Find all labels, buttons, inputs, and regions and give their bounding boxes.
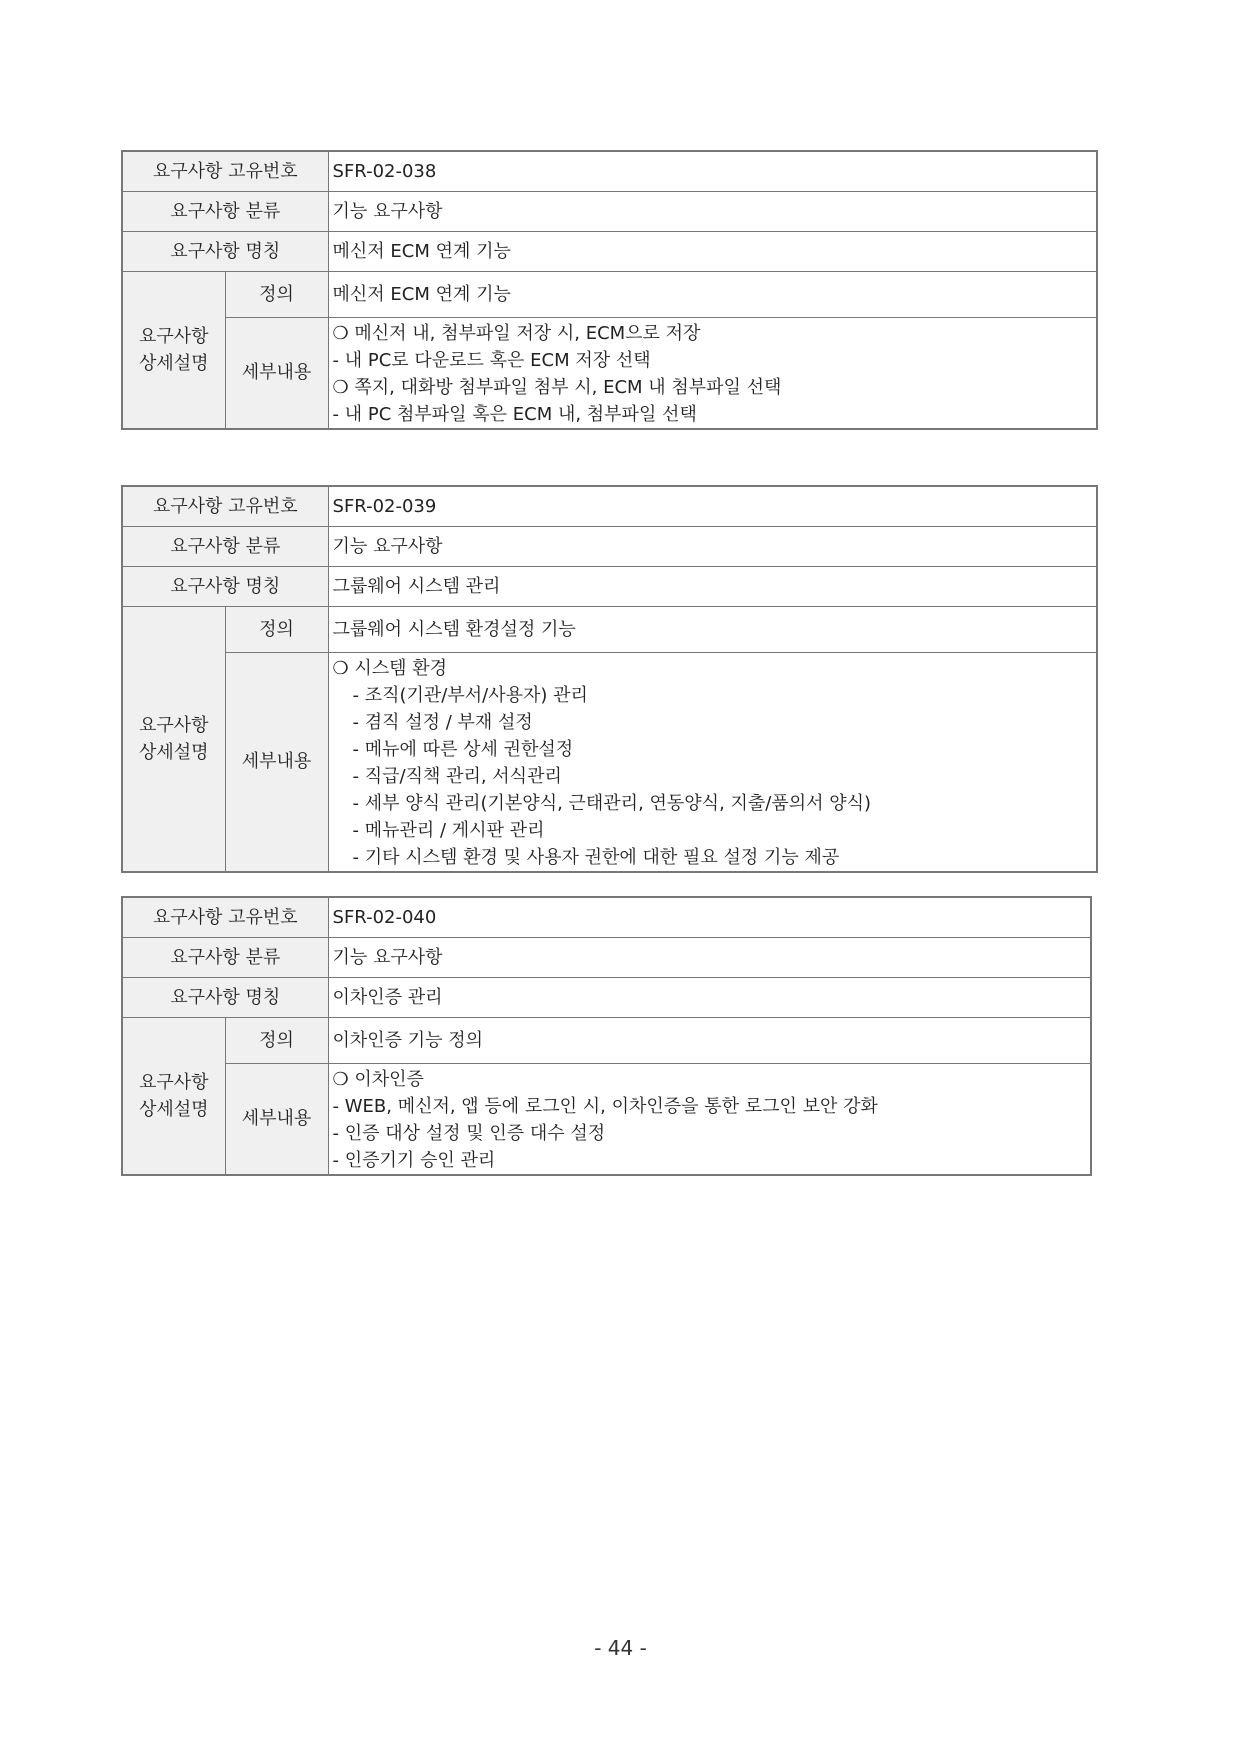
content-line: - 직급/직책 관리, 서식관리 <box>352 765 562 787</box>
content-line: - 메뉴관리 / 게시판 관리 <box>352 819 545 841</box>
definition-value: 그룹웨어 시스템 환경설정 기능 <box>328 606 1097 652</box>
definition-value: 이차인증 기능 정의 <box>328 1017 1091 1063</box>
detail-label-line-1: 요구사항 <box>138 325 209 347</box>
content-line: - 내 PC 첨부파일 혹은 ECM 내, 첨부파일 선택 <box>332 403 697 425</box>
definition-label: 정의 <box>225 1017 328 1063</box>
detail-label <box>122 271 225 429</box>
detail-label-line-2: 상세설명 <box>138 741 209 763</box>
detail-label-line-2: 상세설명 <box>138 1098 209 1120</box>
name-label: 요구사항 명칭 <box>122 977 328 1017</box>
name-label: 요구사항 명칭 <box>122 566 328 606</box>
content-line: - 메뉴에 따른 상세 권한설정 <box>352 738 574 760</box>
class-label: 요구사항 분류 <box>122 191 328 231</box>
name-value: 이차인증 관리 <box>328 977 1091 1017</box>
content-line: - 조직(기관/부서/사용자) 관리 <box>352 684 588 706</box>
id-label: 요구사항 고유번호 <box>122 151 328 191</box>
content-line: ❍ 이차인증 <box>332 1068 424 1090</box>
page-number: - 44 - <box>594 1636 647 1660</box>
detail-label-line-2: 상세설명 <box>138 352 209 374</box>
name-value: 메신저 ECM 연계 기능 <box>328 231 1097 271</box>
detail-label-line-1: 요구사항 <box>138 1071 209 1093</box>
requirement-table-sfr-02-040 <box>121 896 1092 1176</box>
content-line: ❍ 메신저 내, 첨부파일 저장 시, ECM으로 저장 <box>332 322 701 344</box>
id-value: SFR-02-040 <box>328 897 1091 937</box>
content-line: - WEB, 메신저, 앱 등에 로그인 시, 이차인증을 통한 로그인 보안 강화 <box>332 1095 878 1117</box>
class-label: 요구사항 분류 <box>122 937 328 977</box>
id-label: 요구사항 고유번호 <box>122 486 328 526</box>
content-line: ❍ 쪽지, 대화방 첨부파일 첨부 시, ECM 내 첨부파일 선택 <box>332 376 782 398</box>
content-label: 세부내용 <box>225 652 328 872</box>
class-label: 요구사항 분류 <box>122 526 328 566</box>
content-line: - 인증기기 승인 관리 <box>332 1149 496 1171</box>
content-value <box>328 652 1097 872</box>
content-line: - 내 PC로 다운로드 혹은 ECM 저장 선택 <box>332 349 651 371</box>
content-value <box>328 1063 1091 1175</box>
content-value <box>328 317 1097 429</box>
id-label: 요구사항 고유번호 <box>122 897 328 937</box>
requirement-table-sfr-02-038 <box>121 150 1098 430</box>
content-line: ❍ 시스템 환경 <box>332 657 448 679</box>
definition-label: 정의 <box>225 606 328 652</box>
detail-label-line-1: 요구사항 <box>138 714 209 736</box>
id-value: SFR-02-038 <box>328 151 1097 191</box>
definition-label: 정의 <box>225 271 328 317</box>
content-line: - 기타 시스템 환경 및 사용자 권한에 대한 필요 설정 기능 제공 <box>352 846 840 868</box>
detail-label <box>122 606 225 872</box>
name-value: 그룹웨어 시스템 관리 <box>328 566 1097 606</box>
content-line: - 겸직 설정 / 부재 설정 <box>352 711 533 733</box>
content-label: 세부내용 <box>225 317 328 429</box>
definition-value: 메신저 ECM 연계 기능 <box>328 271 1097 317</box>
content-line: - 세부 양식 관리(기본양식, 근태관리, 연동양식, 지출/품의서 양식) <box>352 792 872 814</box>
class-value: 기능 요구사항 <box>328 526 1097 566</box>
id-value: SFR-02-039 <box>328 486 1097 526</box>
name-label: 요구사항 명칭 <box>122 231 328 271</box>
detail-label <box>122 1017 225 1175</box>
class-value: 기능 요구사항 <box>328 937 1091 977</box>
content-label: 세부내용 <box>225 1063 328 1175</box>
class-value: 기능 요구사항 <box>328 191 1097 231</box>
content-line: - 인증 대상 설정 및 인증 대수 설정 <box>332 1122 606 1144</box>
requirement-table-sfr-02-039 <box>121 485 1098 873</box>
